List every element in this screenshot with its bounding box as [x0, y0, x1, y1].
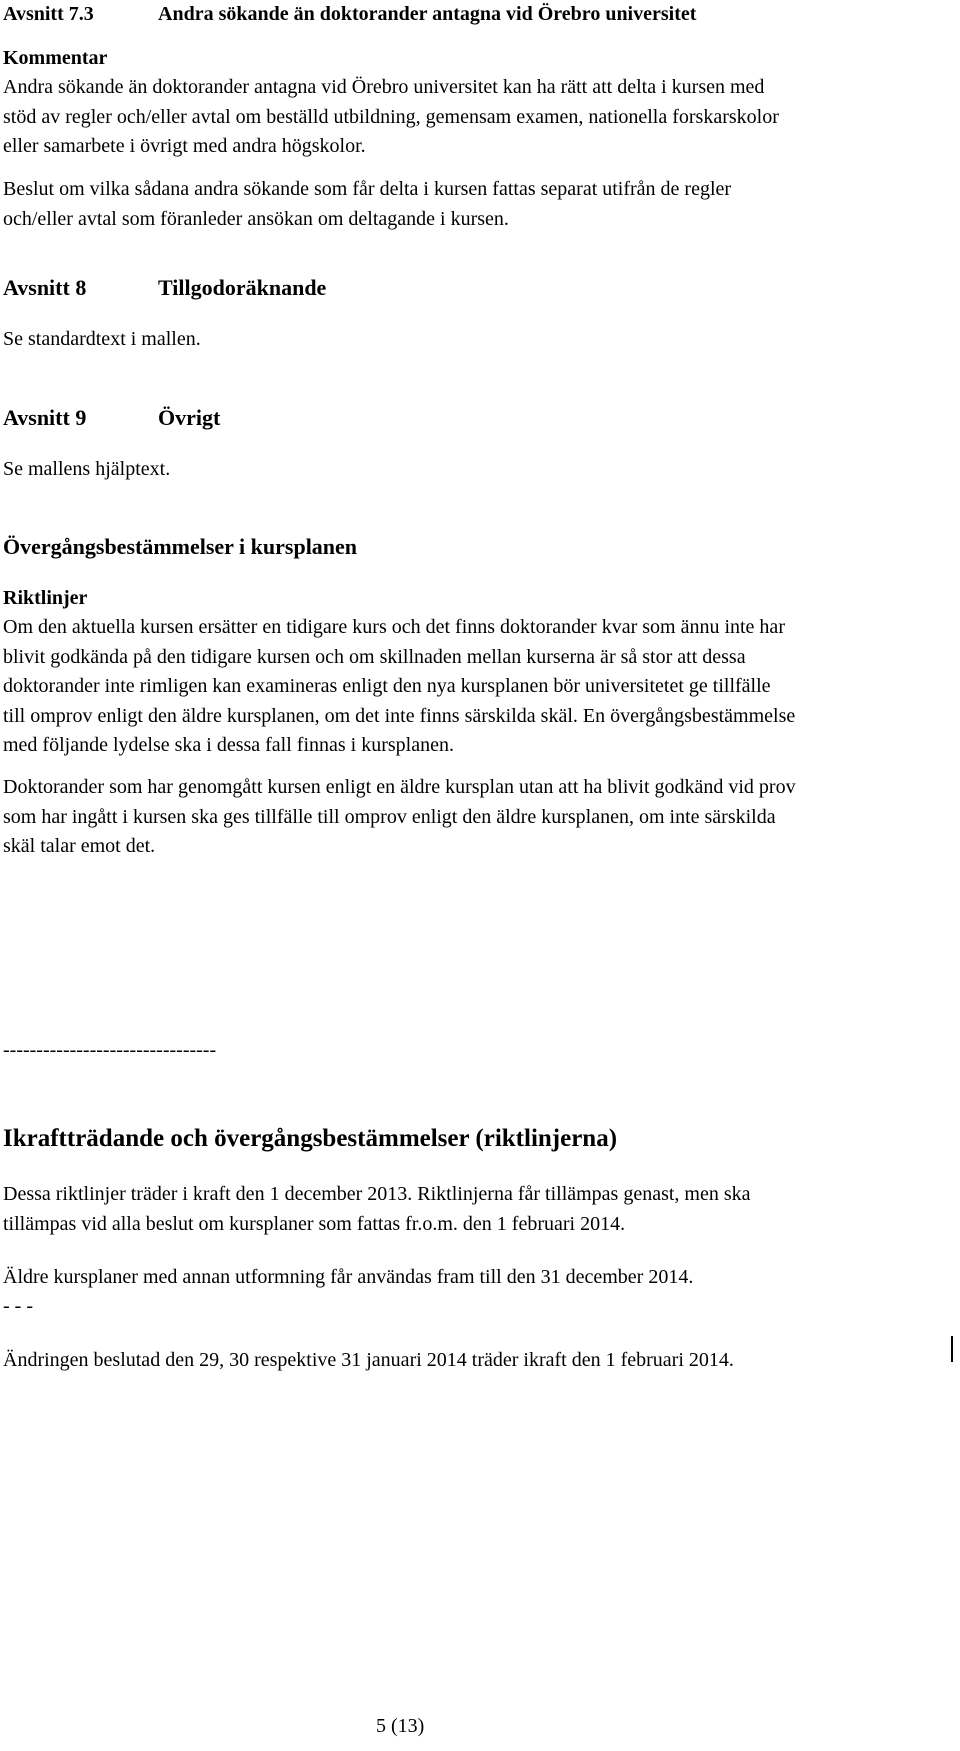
wording-paragraph [3, 773, 928, 862]
decision-line: och/eller avtal som föranleder ansökan om deltagande i kursen. [3, 207, 509, 230]
section-9-heading [3, 403, 220, 433]
wording-line: Doktorander som har genomgått kursen enligt en äldre kursplan utan att ha blivit godkänd vid prov [3, 776, 796, 798]
wording-line: skäl talar emot det. [3, 835, 156, 857]
entry-paragraph-1 [3, 1180, 928, 1239]
section-7-3-number: Avsnitt 7.3 [3, 3, 94, 25]
wording-line: som har ingått i kursen ska ges tillfälle till omprov enligt den äldre kursplanen, om inte särskilda [3, 805, 776, 828]
comment-label: Kommentar [3, 47, 108, 69]
transition-heading: Övergångsbestämmelser i kursplanen [3, 534, 358, 559]
guidelines-line: Om den aktuella kursen ersätter en tidigare kurs och det finns doktorander kvar som ännu inte har [3, 616, 785, 638]
guidelines-paragraph [3, 613, 928, 761]
guidelines-line: till omprov enligt den äldre kursplanen, om det inte finns särskilda skäl. En övergångsbestämmelse [3, 704, 796, 727]
page-number: 5 (13) [376, 1715, 425, 1737]
section-8-title: Tillgodoräknande [158, 275, 327, 300]
decision-paragraph [3, 175, 928, 234]
entry-line: tillämpas vid alla beslut om kursplaner som fattas fr.o.m. den 1 februari 2014. [3, 1212, 626, 1235]
comment-line: Andra sökande än doktorander antagna vid Örebro universitet kan ha rätt att delta i kursen med [3, 76, 765, 98]
section-7-3-heading [3, 0, 696, 30]
guidelines-line: med följande lydelse ska i dessa fall finnas i kursplanen. [3, 734, 454, 756]
guidelines-line: blivit godkända på den tidigare kursen och om skillnaden mellan kurserna är så stor att dessa [3, 645, 746, 668]
comment-line: eller samarbete i övrigt med andra högskolor. [3, 135, 366, 157]
entry-line: Dessa riktlinjer träder i kraft den 1 december 2013. Riktlinjerna får tillämpas genast, men ska [3, 1183, 751, 1205]
section-8-heading [3, 273, 326, 303]
section-8-text: Se standardtext i mallen. [3, 328, 201, 350]
entry-paragraph-3: Ändringen beslutad den 29, 30 respektive 31 januari 2014 träder ikraft den 1 februari 2014. [3, 1349, 734, 1371]
entry-paragraph-2: Äldre kursplaner med annan utformning får användas fram till den 31 december 2014. [3, 1266, 694, 1288]
section-9-number: Avsnitt 9 [3, 405, 87, 430]
entry-dashes: - - - [3, 1295, 33, 1317]
revision-change-bar [951, 1336, 953, 1362]
guidelines-label: Riktlinjer [3, 587, 88, 609]
decision-line: Beslut om vilka sådana andra sökande som får delta i kursen fattas separat utifrån de regler [3, 178, 732, 200]
separator-line: -------------------------------- [3, 1039, 217, 1061]
guidelines-line: doktorander inte rimligen kan examineras enligt den nya kursplanen bör universitetet ge tillfälle [3, 675, 771, 697]
section-9-text: Se mallens hjälptext. [3, 458, 171, 480]
section-7-3-title: Andra sökande än doktorander antagna vid Örebro universitet [158, 3, 697, 25]
entry-into-force-heading: Ikraftträdande och övergångsbestämmelser (riktlinjerna) [3, 1125, 618, 1152]
section-8-number: Avsnitt 8 [3, 275, 87, 300]
comment-line: stöd av regler och/eller avtal om beställd utbildning, gemensam examen, nationella forskarskolor [3, 105, 779, 128]
section-9-title: Övrigt [158, 405, 221, 430]
comment-paragraph [3, 73, 928, 162]
